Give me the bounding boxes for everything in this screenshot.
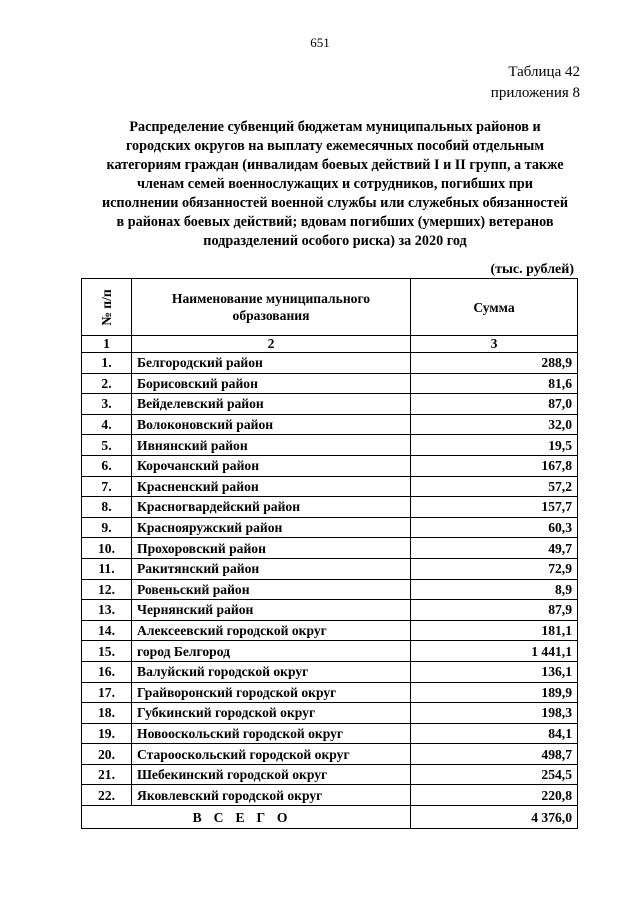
header-num bbox=[82, 279, 132, 336]
row-sum: 198,3 bbox=[411, 703, 578, 724]
row-sum: 498,7 bbox=[411, 744, 578, 765]
table-row bbox=[82, 744, 578, 765]
table-row bbox=[82, 435, 578, 456]
table-row bbox=[82, 764, 578, 785]
header-sum: Сумма bbox=[411, 279, 578, 336]
row-name: Корочанский район bbox=[132, 455, 411, 476]
row-sum: 57,2 bbox=[411, 476, 578, 497]
table-row bbox=[82, 538, 578, 559]
row-number: 22. bbox=[82, 785, 132, 806]
row-sum: 189,9 bbox=[411, 682, 578, 703]
table-row bbox=[82, 703, 578, 724]
row-number: 12. bbox=[82, 579, 132, 600]
row-sum: 81,6 bbox=[411, 373, 578, 394]
column-index: 3 bbox=[411, 336, 578, 353]
page-number: 651 bbox=[310, 35, 330, 50]
row-number: 7. bbox=[82, 476, 132, 497]
row-name: Ровеньский район bbox=[132, 579, 411, 600]
row-sum: 49,7 bbox=[411, 538, 578, 559]
caption-appendix: приложения 8 bbox=[490, 85, 580, 101]
row-sum: 60,3 bbox=[411, 517, 578, 538]
row-name: Чернянский район bbox=[132, 600, 411, 621]
header-row bbox=[82, 279, 578, 336]
row-number: 3. bbox=[82, 394, 132, 415]
row-name: Волоконовский район bbox=[132, 414, 411, 435]
row-number: 5. bbox=[82, 435, 132, 456]
row-name: Шебекинский городской округ bbox=[132, 764, 411, 785]
total-label: ВСЕГО bbox=[82, 806, 411, 829]
row-number: 17. bbox=[82, 682, 132, 703]
table-caption bbox=[491, 62, 580, 104]
row-name: Красненский район bbox=[132, 476, 411, 497]
column-index: 2 bbox=[132, 336, 411, 353]
row-sum: 1 441,1 bbox=[411, 641, 578, 662]
row-sum: 288,9 bbox=[411, 353, 578, 374]
row-name: Прохоровский район bbox=[132, 538, 411, 559]
row-name: Яковлевский городской округ bbox=[132, 785, 411, 806]
table-row bbox=[82, 476, 578, 497]
table-row bbox=[82, 620, 578, 641]
row-number: 2. bbox=[82, 373, 132, 394]
table-row bbox=[82, 641, 578, 662]
row-sum: 87,9 bbox=[411, 600, 578, 621]
subvention-table bbox=[81, 278, 578, 829]
row-number: 15. bbox=[82, 641, 132, 662]
row-number: 9. bbox=[82, 517, 132, 538]
row-name: Краснояружский район bbox=[132, 517, 411, 538]
table-row bbox=[82, 517, 578, 538]
table-row bbox=[82, 723, 578, 744]
row-sum: 72,9 bbox=[411, 558, 578, 579]
caption-table-number: Таблица 42 bbox=[508, 64, 580, 80]
row-number: 14. bbox=[82, 620, 132, 641]
table-row bbox=[82, 414, 578, 435]
table-row bbox=[82, 682, 578, 703]
row-number: 20. bbox=[82, 744, 132, 765]
row-number: 13. bbox=[82, 600, 132, 621]
table-row bbox=[82, 394, 578, 415]
row-number: 6. bbox=[82, 455, 132, 476]
row-sum: 181,1 bbox=[411, 620, 578, 641]
row-number: 1. bbox=[82, 353, 132, 374]
row-sum: 136,1 bbox=[411, 661, 578, 682]
row-name: Губкинский городской округ bbox=[132, 703, 411, 724]
row-number: 11. bbox=[82, 558, 132, 579]
row-name: Красногвардейский район bbox=[132, 497, 411, 518]
total-sum: 4 376,0 bbox=[411, 806, 578, 829]
table-row bbox=[82, 373, 578, 394]
table-row bbox=[82, 558, 578, 579]
row-number: 4. bbox=[82, 414, 132, 435]
column-index-row bbox=[82, 336, 578, 353]
row-name: Вейделевский район bbox=[132, 394, 411, 415]
row-number: 19. bbox=[82, 723, 132, 744]
row-number: 8. bbox=[82, 497, 132, 518]
row-sum: 220,8 bbox=[411, 785, 578, 806]
row-name: Алексеевский городской округ bbox=[132, 620, 411, 641]
row-number: 10. bbox=[82, 538, 132, 559]
row-name: Белгородский район bbox=[132, 353, 411, 374]
header-num-label: № п/п bbox=[98, 288, 114, 326]
table-row bbox=[82, 353, 578, 374]
row-sum: 87,0 bbox=[411, 394, 578, 415]
table-body bbox=[82, 353, 578, 806]
row-sum: 84,1 bbox=[411, 723, 578, 744]
row-sum: 254,5 bbox=[411, 764, 578, 785]
row-name: Валуйский городской округ bbox=[132, 661, 411, 682]
total-row bbox=[82, 806, 578, 829]
row-name: город Белгород bbox=[132, 641, 411, 662]
table-row bbox=[82, 455, 578, 476]
row-sum: 19,5 bbox=[411, 435, 578, 456]
header-name: Наименование муниципального образования bbox=[132, 279, 411, 336]
row-sum: 32,0 bbox=[411, 414, 578, 435]
table-row bbox=[82, 785, 578, 806]
row-sum: 157,7 bbox=[411, 497, 578, 518]
row-number: 16. bbox=[82, 661, 132, 682]
document-title: Распределение субвенций бюджетам муниципальных районов и городских округов на выплату ежемесячных пособий отдельным категориям граждан (инвалидам боевых действий I и II групп, а также членам семей военнослужащих и сотрудников, погибших при исполнении обязанностей военной службы или служебных обязанностей в районах боевых действий; вдовам погибших (умерших) ветеранов подразделений особого риска) за 2020 год bbox=[101, 119, 569, 249]
table-row bbox=[82, 579, 578, 600]
column-index: 1 bbox=[82, 336, 132, 353]
table-row bbox=[82, 600, 578, 621]
row-number: 21. bbox=[82, 764, 132, 785]
units-label: (тыс. рублей) bbox=[490, 262, 574, 277]
table-row bbox=[82, 497, 578, 518]
row-number: 18. bbox=[82, 703, 132, 724]
row-name: Ракитянский район bbox=[132, 558, 411, 579]
table-row bbox=[82, 661, 578, 682]
row-sum: 167,8 bbox=[411, 455, 578, 476]
row-name: Старооскольский городской округ bbox=[132, 744, 411, 765]
row-name: Грайворонский городской округ bbox=[132, 682, 411, 703]
row-sum: 8,9 bbox=[411, 579, 578, 600]
row-name: Новооскольский городской округ bbox=[132, 723, 411, 744]
row-name: Ивнянский район bbox=[132, 435, 411, 456]
row-name: Борисовский район bbox=[132, 373, 411, 394]
